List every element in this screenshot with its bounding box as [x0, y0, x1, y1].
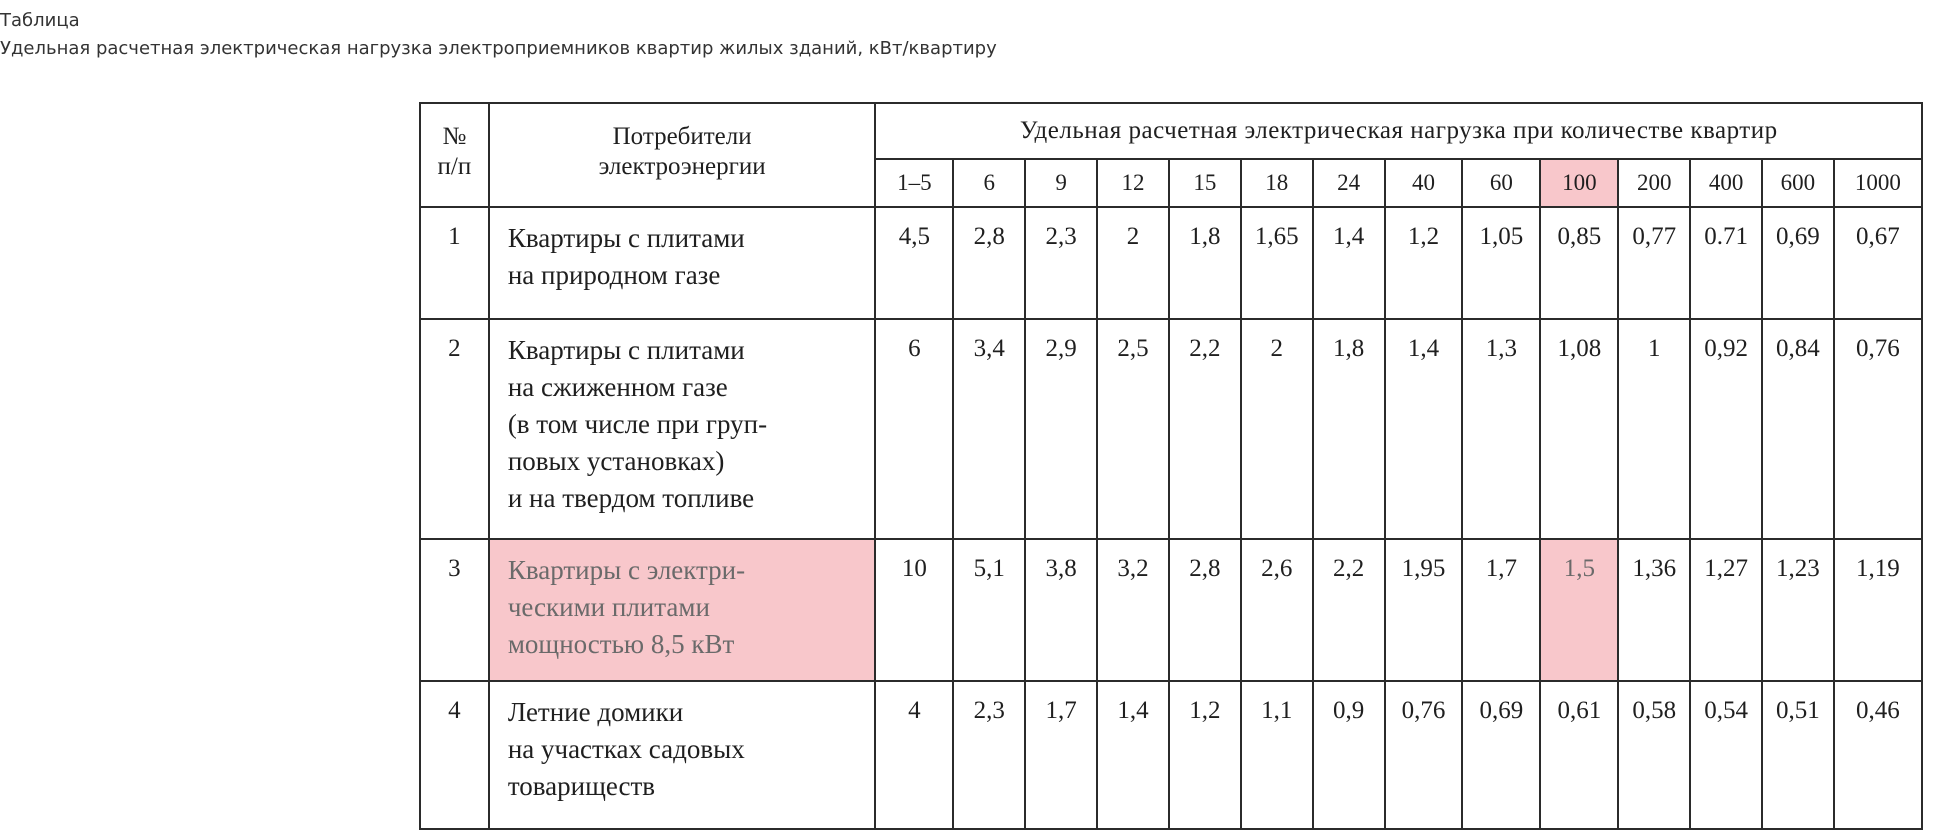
column-header: 200 — [1618, 159, 1690, 207]
value-cell: 1,5 — [1540, 539, 1618, 681]
value-cell: 1,27 — [1690, 539, 1762, 681]
value-cell: 1,65 — [1241, 207, 1313, 319]
consumer-line: на природном газе — [507, 260, 721, 290]
value-cell: 1,1 — [1241, 681, 1313, 829]
value-cell: 0,69 — [1462, 681, 1540, 829]
load-table — [419, 102, 1923, 830]
table-row — [420, 207, 1922, 319]
value-cell: 2,2 — [1169, 319, 1241, 539]
caption — [0, 7, 997, 63]
value-cell: 2,9 — [1025, 319, 1097, 539]
value-cell: 1,8 — [1313, 319, 1385, 539]
column-header: 60 — [1462, 159, 1540, 207]
consumer-cell — [489, 681, 876, 829]
value-cell: 2,6 — [1241, 539, 1313, 681]
table-row — [420, 681, 1922, 829]
value-cell: 0,58 — [1618, 681, 1690, 829]
column-header: 1000 — [1834, 159, 1922, 207]
value-cell: 0,61 — [1540, 681, 1618, 829]
value-cell: 2 — [1241, 319, 1313, 539]
column-header: 40 — [1385, 159, 1463, 207]
value-cell: 1,2 — [1169, 681, 1241, 829]
value-cell: 0,76 — [1834, 319, 1922, 539]
consumer-line: товариществ — [507, 771, 656, 801]
consumer-cell — [489, 207, 876, 319]
consumer-line: мощностью 8,5 кВт — [507, 629, 735, 659]
value-cell: 0,92 — [1690, 319, 1762, 539]
value-cell: 0.71 — [1690, 207, 1762, 319]
value-cell: 0,9 — [1313, 681, 1385, 829]
value-cell: 1,36 — [1618, 539, 1690, 681]
column-header: 12 — [1097, 159, 1169, 207]
value-cell: 3,4 — [953, 319, 1025, 539]
value-cell: 4,5 — [875, 207, 953, 319]
value-cell: 0,76 — [1385, 681, 1463, 829]
value-cell: 2,3 — [1025, 207, 1097, 319]
header-num-line2: п/п — [437, 153, 472, 180]
header-num-line1: № — [442, 123, 467, 150]
consumer-cell — [489, 319, 876, 539]
column-header: 400 — [1690, 159, 1762, 207]
value-cell: 1,7 — [1462, 539, 1540, 681]
value-cell: 0,54 — [1690, 681, 1762, 829]
column-header: 1–5 — [875, 159, 953, 207]
header-consumers — [489, 103, 876, 207]
consumer-line: Квартиры с плитами — [507, 223, 745, 253]
value-cell: 4 — [875, 681, 953, 829]
value-cell: 5,1 — [953, 539, 1025, 681]
value-cell: 1,05 — [1462, 207, 1540, 319]
value-cell: 1,19 — [1834, 539, 1922, 681]
row-number: 2 — [420, 319, 489, 539]
value-cell: 1,08 — [1540, 319, 1618, 539]
value-cell: 1,23 — [1762, 539, 1834, 681]
value-cell: 6 — [875, 319, 953, 539]
header-group-label: Удельная расчетная электрическая нагрузка при количестве квартир — [875, 103, 1922, 159]
header-row-group — [420, 103, 1922, 159]
value-cell: 0,77 — [1618, 207, 1690, 319]
value-cell: 0,69 — [1762, 207, 1834, 319]
column-header: 6 — [953, 159, 1025, 207]
value-cell: 3,8 — [1025, 539, 1097, 681]
header-consumers-line1: Потребители — [612, 123, 752, 150]
value-cell: 2,2 — [1313, 539, 1385, 681]
consumer-line: повых установках) — [507, 446, 725, 476]
value-cell: 1 — [1618, 319, 1690, 539]
row-number: 4 — [420, 681, 489, 829]
row-number: 3 — [420, 539, 489, 681]
table-row — [420, 539, 1922, 681]
table-body — [420, 207, 1922, 829]
value-cell: 1,4 — [1097, 681, 1169, 829]
consumer-line: на сжиженном газе — [507, 372, 728, 402]
value-cell: 0,46 — [1834, 681, 1922, 829]
caption-label: Таблица — [0, 10, 80, 31]
consumer-line: и на твердом топливе — [507, 483, 755, 513]
header-consumers-line2: электроэнергии — [598, 153, 766, 180]
value-cell: 2,8 — [1169, 539, 1241, 681]
column-header: 600 — [1762, 159, 1834, 207]
value-cell: 1,95 — [1385, 539, 1463, 681]
caption-title: Удельная расчетная электрическая нагрузка электроприемников квартир жилых зданий, кВт/квартиру — [0, 38, 997, 59]
consumer-cell — [489, 539, 876, 681]
consumer-line: Квартиры с электри- — [507, 555, 746, 585]
row-number: 1 — [420, 207, 489, 319]
consumer-line: ческими плитами — [507, 592, 710, 622]
value-cell: 2,5 — [1097, 319, 1169, 539]
table-row — [420, 319, 1922, 539]
value-cell: 1,3 — [1462, 319, 1540, 539]
value-cell: 10 — [875, 539, 953, 681]
consumer-line: на участках садовых — [507, 734, 745, 764]
value-cell: 1,8 — [1169, 207, 1241, 319]
value-cell: 0,51 — [1762, 681, 1834, 829]
value-cell: 1,7 — [1025, 681, 1097, 829]
value-cell: 1,4 — [1313, 207, 1385, 319]
column-header: 100 — [1540, 159, 1618, 207]
value-cell: 0,67 — [1834, 207, 1922, 319]
consumer-line: Квартиры с плитами — [507, 335, 745, 365]
value-cell: 1,4 — [1385, 319, 1463, 539]
consumer-line: (в том числе при груп- — [507, 409, 768, 439]
value-cell: 2,8 — [953, 207, 1025, 319]
value-cell: 2,3 — [953, 681, 1025, 829]
value-cell: 2 — [1097, 207, 1169, 319]
column-header: 18 — [1241, 159, 1313, 207]
value-cell: 1,2 — [1385, 207, 1463, 319]
table-container — [419, 102, 1923, 830]
column-header: 15 — [1169, 159, 1241, 207]
value-cell: 0,85 — [1540, 207, 1618, 319]
value-cell: 0,84 — [1762, 319, 1834, 539]
header-num — [420, 103, 489, 207]
value-cell: 3,2 — [1097, 539, 1169, 681]
column-header: 9 — [1025, 159, 1097, 207]
column-header: 24 — [1313, 159, 1385, 207]
consumer-line: Летние домики — [507, 697, 684, 727]
